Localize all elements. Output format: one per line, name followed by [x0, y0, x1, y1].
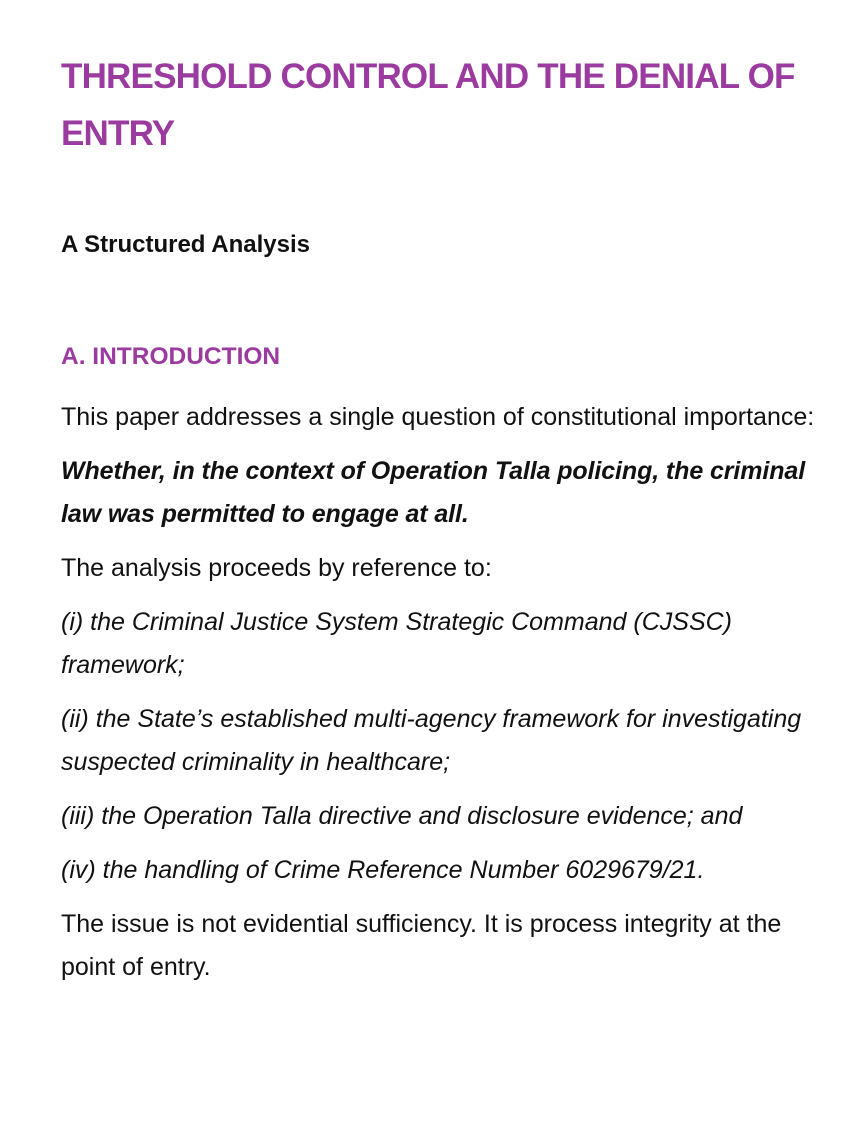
section-heading: A. INTRODUCTION: [61, 343, 281, 370]
document-subtitle: A Structured Analysis: [61, 231, 310, 258]
lead-in-paragraph: The analysis proceeds by reference to:: [61, 554, 492, 582]
reference-item-1: (i) the Criminal Justice System Strategic Command (CJSSC) framework;: [61, 608, 732, 679]
reference-item-2: (ii) the State’s established multi-agency framework for investigating suspected criminality in healthcare;: [61, 705, 802, 776]
section-body: [61, 396, 821, 1000]
conclusion-paragraph: The issue is not evidential sufficiency. It is process integrity at the point of entry.: [61, 910, 782, 981]
document-title: THRESHOLD CONTROL AND THE DENIAL OF ENTRY: [61, 57, 795, 153]
reference-item-4: (iv) the handling of Crime Reference Number 6029679/21.: [61, 856, 705, 884]
intro-paragraph: This paper addresses a single question of constitutional importance:: [61, 403, 815, 431]
reference-item-3: (iii) the Operation Talla directive and disclosure evidence; and: [61, 802, 743, 830]
central-question: Whether, in the context of Operation Talla policing, the criminal law was permitted to engage at all.: [61, 457, 806, 528]
document-page: [61, 48, 821, 981]
